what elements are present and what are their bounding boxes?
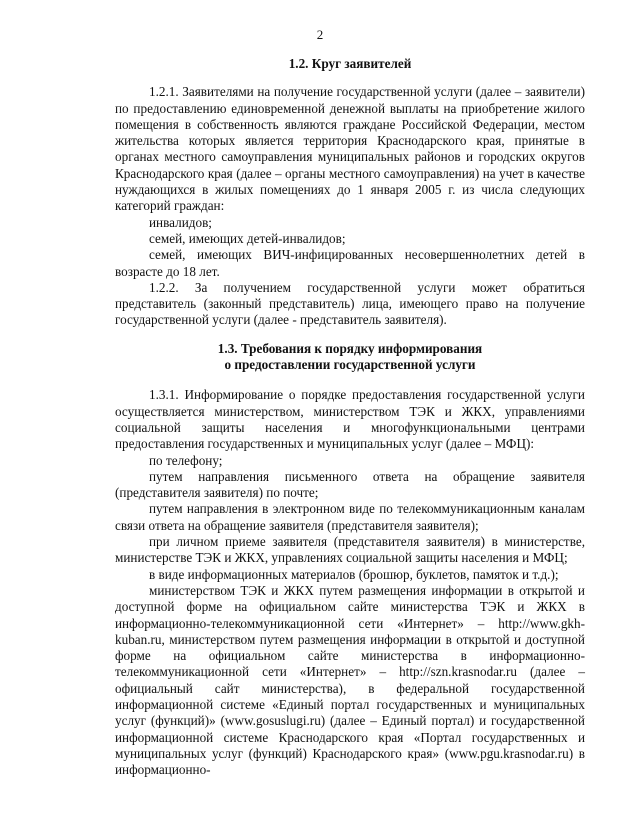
section-heading-1-3-line-2: о предоставлении государственной услуги — [224, 357, 476, 373]
section-heading-1-2: 1.2. Круг заявителей — [288, 56, 412, 71]
list-item-personal-reception: при личном приеме заявителя (представителя заявителя) в министерстве, министерстве ТЭК и ЖКХ, управлениях социальной защиты населения и МФЦ; — [115, 534, 585, 566]
list-item-families-disabled-children: семей, имеющих детей-инвалидов; — [149, 230, 346, 246]
list-item-website-info: министерством ТЭК и ЖКХ путем размещения информации в открытой и доступной форме на официальном сайте министерства ТЭК и ЖКХ в информационно-телекоммуникационной сети «Интернет» – http://www.gkh-kuban.ru, министерством путем размещения информации в открытой и доступной форме на официальном сайте министерства в информационно-телекоммуникационной сети «Интернет» – http://szn.krasnodar.ru (далее – официальный сайт министерства), в федеральной государственной информационной системе «Единый портал государственных и муниципальных услуг (функций)» (www.gosuslugi.ru) (далее – Единый портал) и государственной информационной системе Краснодарского края «Портал государственных и муниципальных услуг (функций) Краснодарского края» (www.pgu.krasnodar.ru) в информационно- — [115, 582, 585, 778]
paragraph-1-3-1: 1.3.1. Информирование о порядке предоставления государственной услуги осуществляется министерством, министерством ТЭК и ЖКХ, управлениями социальной защиты населения и многофункциональными центрами предоставления государственных и муниципальных услуг (далее – МФЦ): — [115, 387, 585, 452]
list-item-written-reply: путем направления письменного ответа на обращение заявителя (представителя заявителя) по почте; — [115, 468, 585, 501]
document-body — [115, 56, 585, 778]
paragraph-1-2-1: 1.2.1. Заявителями на получение государственной услуги (далее – заявители) по предоставлению единовременной денежной выплаты на приобретение жилого помещения в собственность являются граждане Российской Федерации, местом жительства которых является территория Краснодарского края, принятые в органах местного самоуправления муниципальных районов и городских округов Краснодарского края (далее – органы местного самоуправления) на учет в качестве нуждающихся в жилых помещениях до 1 января 2005 г. из числа следующих категорий граждан: — [115, 84, 585, 214]
section-heading-1-3-line-1: 1.3. Требования к порядку информирования — [217, 340, 483, 356]
section-heading-1-3 — [115, 341, 585, 374]
list-item-electronic-reply: путем направления в электронном виде по телекоммуникационным каналам связи ответа на обращение заявителя (представителя заявителя); — [115, 501, 585, 533]
list-item-info-materials: в виде информационных материалов (брошюр, буклетов, памяток и т.д.); — [149, 566, 559, 582]
list-item-disabled: инвалидов; — [149, 214, 212, 230]
page-number: 2 — [316, 27, 324, 42]
paragraph-1-2-2: 1.2.2. За получением государственной услуги может обратиться представитель (законный представитель) лица, имеющего право на получение государственной услуги (далее - представитель заявителя). — [115, 279, 585, 328]
list-item-phone: по телефону; — [149, 452, 223, 468]
list-item-families-hiv-children: семей, имеющих ВИЧ-инфицированных несовершеннолетних детей в возрасте до 18 лет. — [115, 247, 585, 279]
